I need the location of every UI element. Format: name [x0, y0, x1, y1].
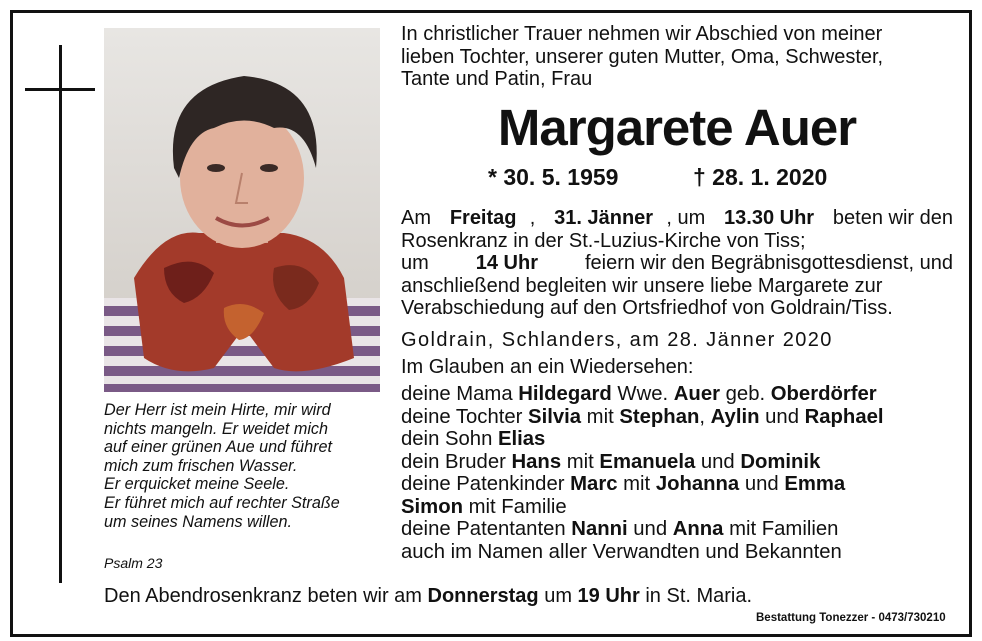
footer-text: um: [538, 585, 578, 607]
mourner-text: geb.: [720, 383, 771, 405]
mourner-name: Anna: [672, 518, 724, 540]
psalm-line: Er führet mich auf rechter Straße: [104, 493, 340, 512]
mourner-name: Nanni: [571, 518, 628, 540]
birth-date: * 30. 5. 1959: [488, 164, 619, 190]
service-time: 13.30 Uhr: [724, 207, 815, 229]
mourner-name: Silvia: [528, 405, 582, 428]
intro-line: Tante und Patin, Frau: [401, 68, 593, 90]
footer-text: in St. Maria.: [639, 585, 753, 607]
mourner-text: deine Tochter: [401, 405, 529, 428]
intro-line: In christlicher Trauer nehmen wir Abschied von meiner: [401, 23, 883, 45]
footer-time: 19 Uhr: [577, 585, 640, 607]
service-date: 31. Jänner: [554, 207, 654, 229]
mourner-text: und: [627, 518, 673, 540]
mourner-name: Oberdörfer: [770, 383, 877, 405]
mourner-name: Auer: [673, 383, 720, 405]
service-line: [401, 252, 953, 275]
mourner-line: [401, 518, 884, 541]
mourners-list: [401, 383, 884, 563]
mourner-name: Emanuela: [599, 450, 696, 473]
intro-line: lieben Tochter, unserer guten Mutter, Oma, Schwester,: [401, 45, 884, 68]
mourner-text: mit: [581, 405, 620, 428]
service-day: Freitag: [449, 207, 517, 229]
psalm-line: auf einer grünen Aue und führet: [104, 438, 332, 457]
service-text: anschließend begleiten wir unsere liebe Margarete zur: [401, 274, 883, 297]
service-text: Am: [401, 207, 437, 229]
mourner-text: und: [759, 405, 805, 428]
mourner-name: Simon: [401, 495, 463, 518]
mourner-text: und: [695, 450, 741, 473]
place-and-date: Goldrain, Schlanders, am 28. Jänner 2020: [401, 329, 833, 351]
footer-day: Donnerstag: [427, 585, 539, 607]
psalm-reference: Psalm 23: [104, 555, 163, 571]
mourner-name: Raphael: [804, 405, 884, 428]
mourner-text: mit: [617, 473, 656, 495]
mourner-name: Aylin: [710, 405, 760, 428]
mourner-line: [401, 473, 884, 496]
service-text: um: [401, 252, 435, 274]
cross-icon-vertical: [59, 45, 62, 583]
mourner-line: [401, 496, 884, 519]
portrait-photo: [104, 28, 380, 392]
psalm-line: nichts mangeln. Er weidet mich: [104, 419, 329, 438]
mourner-text: deine Patentanten: [401, 518, 572, 540]
mourner-text: und: [739, 473, 785, 495]
mourner-line: [401, 406, 884, 429]
mourner-text: mit Familien: [723, 518, 839, 540]
portrait-illustration: [104, 28, 380, 392]
mourner-name: Hans: [511, 450, 562, 473]
service-line: Verabschiedung auf den Ortsfriedhof von Goldrain/Tiss.: [401, 297, 893, 319]
mourner-line: [401, 451, 884, 474]
evening-rosary-note: [104, 585, 752, 608]
mourner-line: [401, 383, 884, 406]
service-text: feiern wir den Begräbnisgottesdienst, und: [579, 252, 953, 274]
mourner-text: deine Patenkinder: [401, 473, 571, 495]
mourner-text: deine Mama: [401, 383, 519, 405]
service-text: ,: [529, 207, 541, 229]
mourner-name: Johanna: [655, 473, 740, 495]
undertaker-contact: Bestattung Tonezzer - 0473/730210: [756, 612, 946, 624]
mourner-line: auch im Namen aller Verwandten und Bekannten: [401, 540, 842, 563]
mourner-text: dein Bruder: [401, 450, 512, 473]
funeral-time: 14 Uhr: [475, 252, 538, 274]
service-announcement: [401, 207, 953, 320]
mourner-line: [401, 428, 884, 451]
mourner-text: mit Familie: [462, 495, 567, 518]
mourner-name: Marc: [570, 473, 618, 495]
intro-text: [401, 23, 883, 91]
mourner-text: Wwe.: [611, 383, 674, 405]
mourner-name: Emma: [784, 473, 846, 495]
faith-line: Im Glauben an ein Wiedersehen:: [401, 356, 694, 378]
psalm-text: [104, 401, 384, 531]
service-line: Rosenkranz in der St.-Luzius-Kirche von Tiss;: [401, 229, 806, 252]
mourner-name: Hildegard: [518, 383, 612, 405]
psalm-line: mich zum frischen Wasser.: [104, 456, 298, 475]
mourner-text: mit: [561, 450, 600, 473]
mourner-name: Elias: [497, 428, 546, 450]
mourner-text: ,: [699, 405, 711, 428]
service-line: [401, 207, 953, 230]
footer-text: Den Abendrosenkranz beten wir am: [104, 585, 428, 607]
psalm-line: Der Herr ist mein Hirte, mir wird: [104, 401, 331, 419]
deceased-name: Margarete Auer: [497, 99, 857, 156]
mourner-name: Dominik: [740, 450, 821, 473]
service-line: [401, 275, 953, 298]
psalm-line: Er erquicket meine Seele.: [104, 475, 290, 494]
cross-icon-horizontal: [25, 88, 95, 91]
service-text: , um: [666, 207, 711, 229]
death-date: † 28. 1. 2020: [693, 164, 828, 190]
mourner-name: Stephan: [619, 405, 700, 428]
psalm-line: um seines Namens willen.: [104, 512, 293, 531]
mourner-text: dein Sohn: [401, 428, 498, 450]
service-text: beten wir den: [827, 207, 953, 229]
